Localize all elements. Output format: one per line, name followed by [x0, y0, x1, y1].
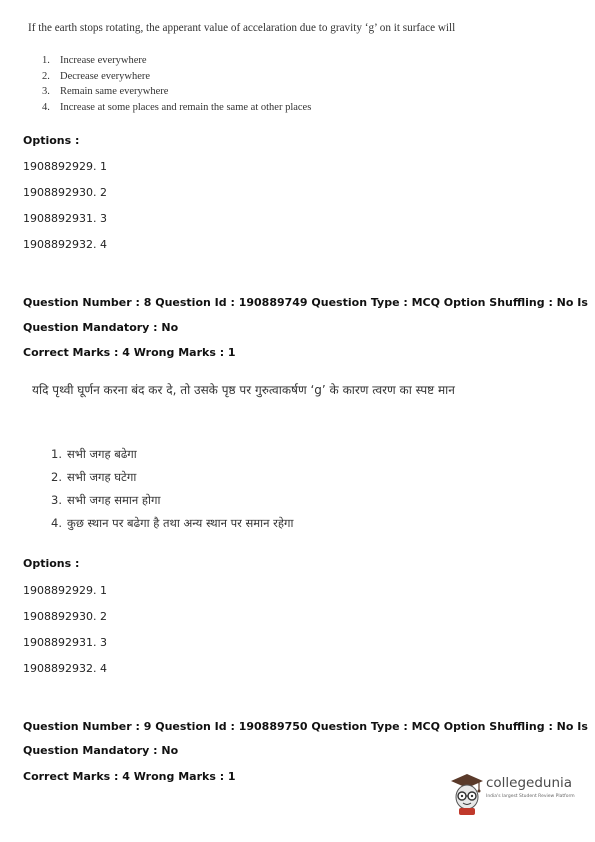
- option-id: 1908892929. 1: [23, 584, 107, 597]
- option-id: 1908892932. 4: [23, 662, 107, 675]
- choice-item: 1. Increase everywhere: [42, 55, 147, 66]
- question-9-header: Question Number : 9 Question Id : 190889750 Question Type : MCQ Option Shuffling : No Is: [23, 720, 588, 733]
- question-8-header: Question Number : 8 Question Id : 190889749 Question Type : MCQ Option Shuffling : No Is: [23, 296, 588, 309]
- choice-item: 1. सभी जगह बढेगा: [51, 447, 137, 461]
- question-7-text: If the earth stops rotating, the apperant value of accelaration due to gravity ‘g’ on it surface will: [28, 22, 456, 34]
- question-9-marks: Correct Marks : 4 Wrong Marks : 1: [23, 770, 236, 783]
- option-id: 1908892930. 2: [23, 610, 107, 623]
- choice-item: 2. Decrease everywhere: [42, 70, 151, 82]
- graduate-mascot-icon: [450, 772, 484, 816]
- choice-item: 3. सभी जगह समान होगा: [51, 493, 161, 507]
- option-id: 1908892932. 4: [23, 238, 107, 251]
- choice-item: 4. कुछ स्थान पर बढेगा है तथा अन्य स्थान पर समान रहेगा: [51, 516, 294, 530]
- option-id: 1908892929. 1: [23, 160, 107, 173]
- question-7-choices: [42, 53, 311, 115]
- choice-item: 2. सभी जगह घटेगा: [51, 470, 137, 484]
- option-id: 1908892931. 3: [23, 212, 107, 225]
- options-label: Options :: [23, 557, 80, 570]
- question-8-hindi-text: यदि पृथ्वी घूर्णन करना बंद कर दे, तो उसके पृष्ठ पर गुरुत्वाकर्षण ‘g’ के कारण त्वरण का स्पष्ट मान: [32, 383, 455, 397]
- option-id: 1908892931. 3: [23, 636, 107, 649]
- choice-item: 3. Remain same everywhere: [42, 86, 169, 98]
- question-8-marks: Correct Marks : 4 Wrong Marks : 1: [23, 346, 236, 359]
- question-8-hindi-choices: [51, 443, 293, 535]
- collegedunia-logo: [450, 770, 590, 820]
- logo-tagline: India's largest Student Review Platform: [486, 794, 575, 799]
- option-id: 1908892930. 2: [23, 186, 107, 199]
- logo-wordmark: collegedunia: [486, 775, 573, 791]
- question-9-mandatory: Question Mandatory : No: [23, 744, 179, 757]
- question-8-mandatory: Question Mandatory : No: [23, 321, 179, 334]
- options-label: Options :: [23, 134, 80, 147]
- choice-item: 4. Increase at some places and remain the same at other places: [42, 101, 312, 113]
